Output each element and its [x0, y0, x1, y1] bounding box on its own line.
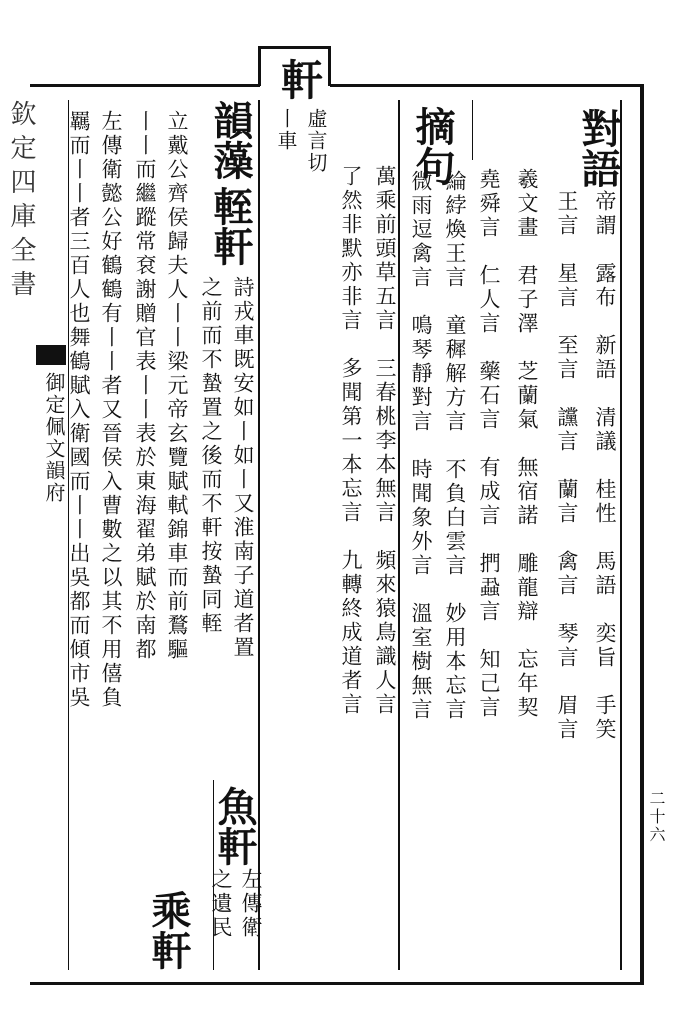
divider-right — [620, 100, 622, 970]
yunzao-col-1-text: 詩戎車既安如丨如丨又淮南子道者置 — [231, 276, 255, 660]
duiyu-col-1: 帝謂 露布 新語 清議 桂性 馬語 奕旨 手笑 — [593, 190, 617, 742]
section-title-zhaiju: 摘句 — [409, 106, 456, 186]
yunzao-col-5-text: 左傳衛懿公好鶴鶴有丨丨者又晉侯入曹數之以其不用僖負 — [99, 110, 123, 710]
entry-head-gloss: 虛言切 — [304, 108, 328, 174]
zhaiju-col-1: 綸綍煥王言 童穉解方言 不負白雲言 妙用本忘言 — [443, 170, 467, 722]
duiyu-col-3: 羲文畫 君子澤 芝蘭氣 無宿諾 雕龍辯 忘年契 — [515, 168, 539, 720]
entry-head-note: 丨車 — [274, 108, 298, 152]
inline-head-fish-text: 左傳衛 — [239, 868, 263, 940]
section-title-duiyu: 對語 — [575, 108, 622, 188]
duiyu-col-2: 王言 星言 至言 讜言 蘭言 禽言 琴言 眉言 — [555, 190, 579, 742]
yunzao-col-6-text: 羈而丨丨者三百人也舞鶴賦入衛國而丨丨出吳都而傾市吳 — [67, 110, 91, 710]
frame-right-edge — [640, 84, 644, 984]
frame-notch-left — [258, 46, 261, 86]
inline-head-fish-carriage: 魚軒 — [211, 786, 258, 866]
yunzao-col-1-head: 輊軒 — [207, 186, 254, 266]
frame-top-right — [330, 84, 643, 87]
page-number: 二十六 — [647, 790, 666, 844]
margin-edge-text: 欽定四庫全書 — [6, 100, 36, 304]
duiyu-col-4: 堯舜言 仁人言 藥石言 有成言 捫蝨言 知己言 — [477, 168, 501, 720]
zhaiju-col-2: 微雨逗禽言 鳴琴靜對言 時聞象外言 溫室樹無言 — [409, 170, 433, 722]
zhaiju-col-3: 萬乘前頭草五言 三春桃李本無言 頻來猿鳥識人言 — [373, 165, 397, 717]
section-title-yunzao: 韻藻 — [207, 100, 254, 180]
inline-head-fish-text-2: 之遺民 — [209, 868, 233, 940]
entry-head-char: 軒 — [275, 58, 324, 100]
frame-top-left — [30, 84, 260, 87]
frame-notch-right — [328, 46, 331, 86]
yunzao-col-2-text: 之前而不蟄置之後而不軒按蟄同輊 — [199, 276, 223, 636]
margin-book-title: 御定佩文韻府 — [42, 372, 66, 504]
divider-duiyu-zhaiju — [472, 100, 473, 160]
divider-head-left — [258, 100, 260, 970]
margin-block — [36, 345, 66, 365]
frame-top-inner — [260, 46, 330, 49]
divider-zhaiju-head — [398, 100, 400, 970]
yunzao-col-4-text: 丨丨而繼蹤常袞謝贈官表丨丨表於東海翟弟賦於南都 — [133, 110, 157, 662]
zhaiju-col-4: 了然非默亦非言 多聞第一本忘言 九轉終成道者言 — [339, 165, 363, 717]
inline-head-ride-carriage: 乘軒 — [145, 890, 192, 970]
frame-bottom — [30, 982, 644, 985]
yunzao-col-3-text: 立戴公齊侯歸夫人丨丨梁元帝玄覽賦軾錦車而前鶩驅 — [165, 110, 189, 662]
